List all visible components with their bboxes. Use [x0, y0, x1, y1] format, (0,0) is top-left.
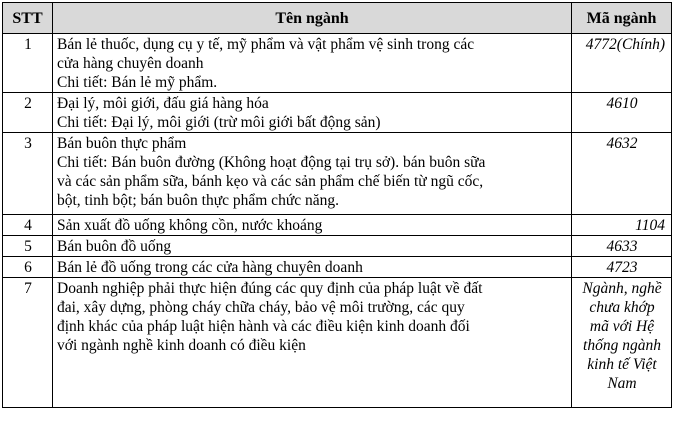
row-name-line: Chi tiết: Bán lẻ mỹ phẩm. — [57, 74, 218, 91]
row-code-line: mã với Hệ — [589, 318, 655, 335]
row-stt: 7 — [3, 278, 53, 408]
row-name — [53, 278, 572, 408]
row-code-line: chưa khớp — [589, 299, 655, 316]
row-stt: 2 — [3, 93, 53, 133]
row-name-line: Chi tiết: Đại lý, môi giới (trừ môi giới bất động sản) — [57, 114, 381, 131]
row-code-line: Nam — [607, 375, 637, 392]
row-name-line: Doanh nghiệp phải thực hiện đúng các quy định của pháp luật về đất — [57, 280, 483, 297]
table-row — [3, 34, 672, 93]
row-code: 4632 — [572, 133, 672, 215]
row-name — [53, 34, 572, 93]
row-name-line: với ngành nghề kinh doanh có điều kiện — [57, 337, 306, 354]
row-name-line: cửa hàng chuyên doanh — [57, 55, 204, 72]
table-row — [3, 278, 672, 408]
row-name-line: định khác của pháp luật hiện hành và các điều kiện kinh doanh đối — [57, 318, 470, 335]
row-name — [53, 257, 572, 278]
row-name-line: đai, xây dựng, phòng cháy chữa cháy, bảo vệ môi trường, các quy — [57, 299, 465, 316]
row-stt: 3 — [3, 133, 53, 215]
row-stt: 6 — [3, 257, 53, 278]
row-code-line: kinh tế Việt — [587, 356, 657, 373]
row-name-line: Bán buôn đồ uống — [57, 238, 172, 255]
row-name — [53, 236, 572, 257]
row-code-line: Ngành, nghề — [582, 280, 662, 297]
row-name-line: Đại lý, môi giới, đấu giá hàng hóa — [57, 95, 269, 112]
row-stt: 4 — [3, 215, 53, 236]
business-lines-table — [2, 2, 672, 408]
row-stt: 1 — [3, 34, 53, 93]
row-name-line: Bán lẻ thuốc, dụng cụ y tế, mỹ phẩm và vật phẩm vệ sinh trong các — [57, 36, 475, 53]
row-name-line: Bán buôn thực phẩm — [57, 135, 187, 152]
table-row — [3, 93, 672, 133]
row-name-line: bột, tinh bột; bán buôn thực phẩm chức năng. — [57, 192, 339, 209]
row-name-line: Bán lẻ đồ uống trong các cửa hàng chuyên doanh — [57, 259, 363, 276]
table-row — [3, 236, 672, 257]
table-row — [3, 215, 672, 236]
header-row — [3, 3, 672, 34]
row-code: 1104 — [572, 215, 672, 236]
row-name — [53, 93, 572, 133]
table-row — [3, 133, 672, 215]
row-code: 4772(Chính) — [572, 34, 672, 93]
row-code: 4610 — [572, 93, 672, 133]
header-stt: STT — [3, 3, 53, 34]
row-name-line: Sản xuất đồ uống không cồn, nước khoáng — [57, 217, 323, 234]
row-stt: 5 — [3, 236, 53, 257]
row-code: 4633 — [572, 236, 672, 257]
row-name — [53, 133, 572, 215]
header-name: Tên ngành — [53, 3, 572, 34]
row-name-line: và các sản phẩm sữa, bánh kẹo và các sản phẩm chế biến từ ngũ cốc, — [57, 173, 484, 190]
row-code: 4723 — [572, 257, 672, 278]
row-name — [53, 215, 572, 236]
row-code-line: thống ngành — [583, 337, 661, 354]
table-row — [3, 257, 672, 278]
row-code — [572, 278, 672, 408]
header-code: Mã ngành — [572, 3, 672, 34]
row-name-line: Chi tiết: Bán buôn đường (Không hoạt động tại trụ sở). bán buôn sữa — [57, 154, 486, 171]
